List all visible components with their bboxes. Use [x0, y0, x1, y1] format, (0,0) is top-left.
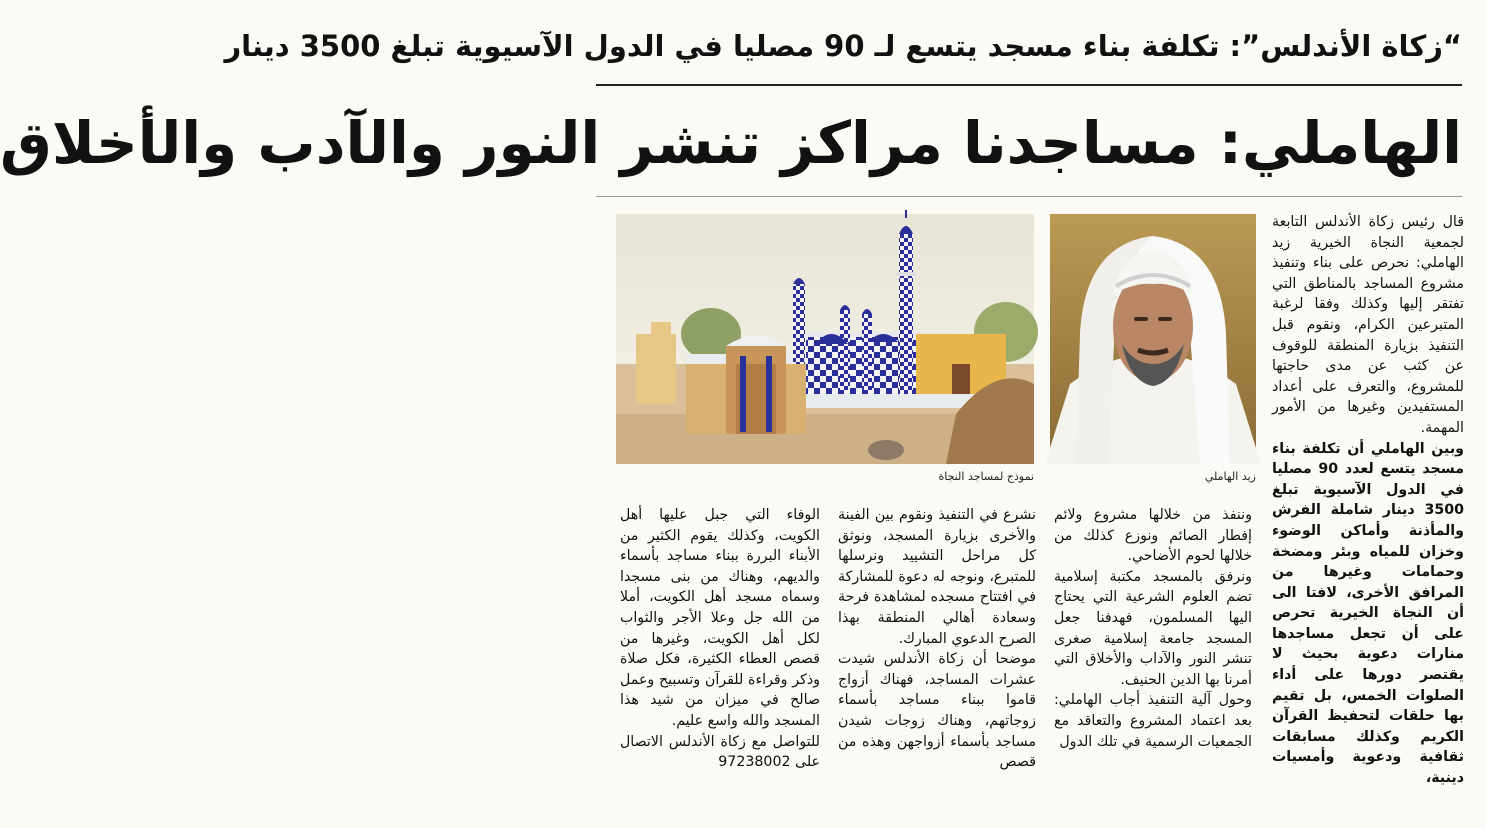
col2-paragraph-2: ونرفق بالمسجد مكتبة إسلامية تضم العلوم الشرعية التي يحتاج اليها المسلمون، فهدفنا جعل المسجد جامعة إسلامية صغرى تنشر النور والآداب والأخلاق التي أمرنا بها الدين الحنيف. — [1054, 568, 1252, 688]
article-column-4 — [620, 505, 820, 825]
portrait-caption: زيد الهاملي — [1204, 470, 1256, 483]
col3-paragraph-2: موضحا أن زكاة الأندلس شيدت عشرات المساجد، فهناك أزواج قاموا ببناء مساجد بأسماء زوجاتهم، وهناك زوجات شيدن مساجد بأسماء أزواجهن وهذه من قصص — [838, 651, 1036, 771]
cost-paragraph: وبين الهاملي أن تكلفة بناء مسجد يتسع لعدد 90 مصليا في الدول الآسيوية تبلغ 3500 دينار شاملة الفرش والمأذنة وأماكن الوضوء وخزان للمياه وبئر ومضخة وحمامات وغيرها من المرافق الأخرى، لافتا الى أن النجاة الخيرية تحرص على أن تجعل مساجدها منارات دعوية بحيث لا يقتصر دورها على أداء الصلوات الخمس، بل تقيم بها حلقات لتحفيظ القرآن الكريم وكذلك مسابقات ثقافية ودعوية وأمسيات دينية، — [1272, 440, 1464, 787]
article-column-2 — [1054, 505, 1252, 825]
headline-divider — [596, 196, 1462, 197]
article-column-1 — [1272, 212, 1464, 824]
mosque-caption: نموذج لمساجد النجاة — [938, 470, 1034, 483]
portrait-image — [1050, 214, 1256, 464]
kicker-divider — [596, 84, 1462, 86]
col3-paragraph-1: نشرع في التنفيذ ونقوم بين الفينة والأخرى بزيارة المسجد، ونوثق كل مراحل التشييد ونرسلها للمتبرع، ونوجه له دعوة للمشاركة في افتتاح مسجده لمشاهدة فرحة وسعادة أهالي المنطقة بهذا الصرح الدعوي المبارك. — [838, 507, 1036, 647]
article-column-3 — [838, 505, 1036, 825]
article-headline: الهاملي: مساجدنا مراكز تنشر النور والآدب والأخلاق — [0, 109, 1462, 177]
mosque-photo — [616, 214, 1034, 464]
col2-paragraph-1: وننفذ من خلالها مشروع ولائم إفطار الصائم ونوزع كذلك من خلالها لحوم الأضاحي. — [1054, 507, 1252, 565]
col2-paragraph-3: وحول آلية التنفيذ أجاب الهاملي: بعد اعتماد المشروع والتعاقد مع الجمعيات الرسمية في تلك الدول — [1054, 692, 1252, 750]
col4-paragraph-1: الوفاء التي جبل عليها أهل الكويت، وكذلك يقوم الكثير من الأبناء البررة ببناء مساجد بأسماء والديهم، وهناك من بنى مسجدا وسماه مسجد أهل الكويت، أملا من الله جل وعلا الأجر والثواب لكل أهل الكويت، وغيرها من قصص العطاء الكثيرة، فكل صلاة وذكر وقراءة للقرآن وتسبيح وعمل صالح في ميزان من شيد هذا المسجد والله واسع عليم. — [620, 507, 820, 729]
portrait-photo — [1050, 214, 1256, 464]
intro-paragraph: قال رئيس زكاة الأندلس التابعة لجمعية النجاة الخيرية زيد الهاملي: نحرص على بناء وتنفيذ مشروع المساجد بالمناطق التي تفتقر إليها وكذلك وفقا لرغبة المتبرعين الكرام، ونقوم قبل التنفيذ بزيارة المنطقة للوقوف عن كثب عن مدى حاجتها للمشروع، والتعرف على أعداد المستفيدين وغيرها من الأمور المهمة. — [1272, 214, 1464, 436]
mosque-image — [616, 214, 1034, 464]
article-kicker: “زكاة الأندلس”: تكلفة بناء مسجد يتسع لـ 90 مصليا في الدول الآسيوية تبلغ 3500 دينار — [224, 29, 1462, 63]
col4-contact: للتواصل مع زكاة الأندلس الاتصال على 97238002 — [620, 733, 820, 771]
